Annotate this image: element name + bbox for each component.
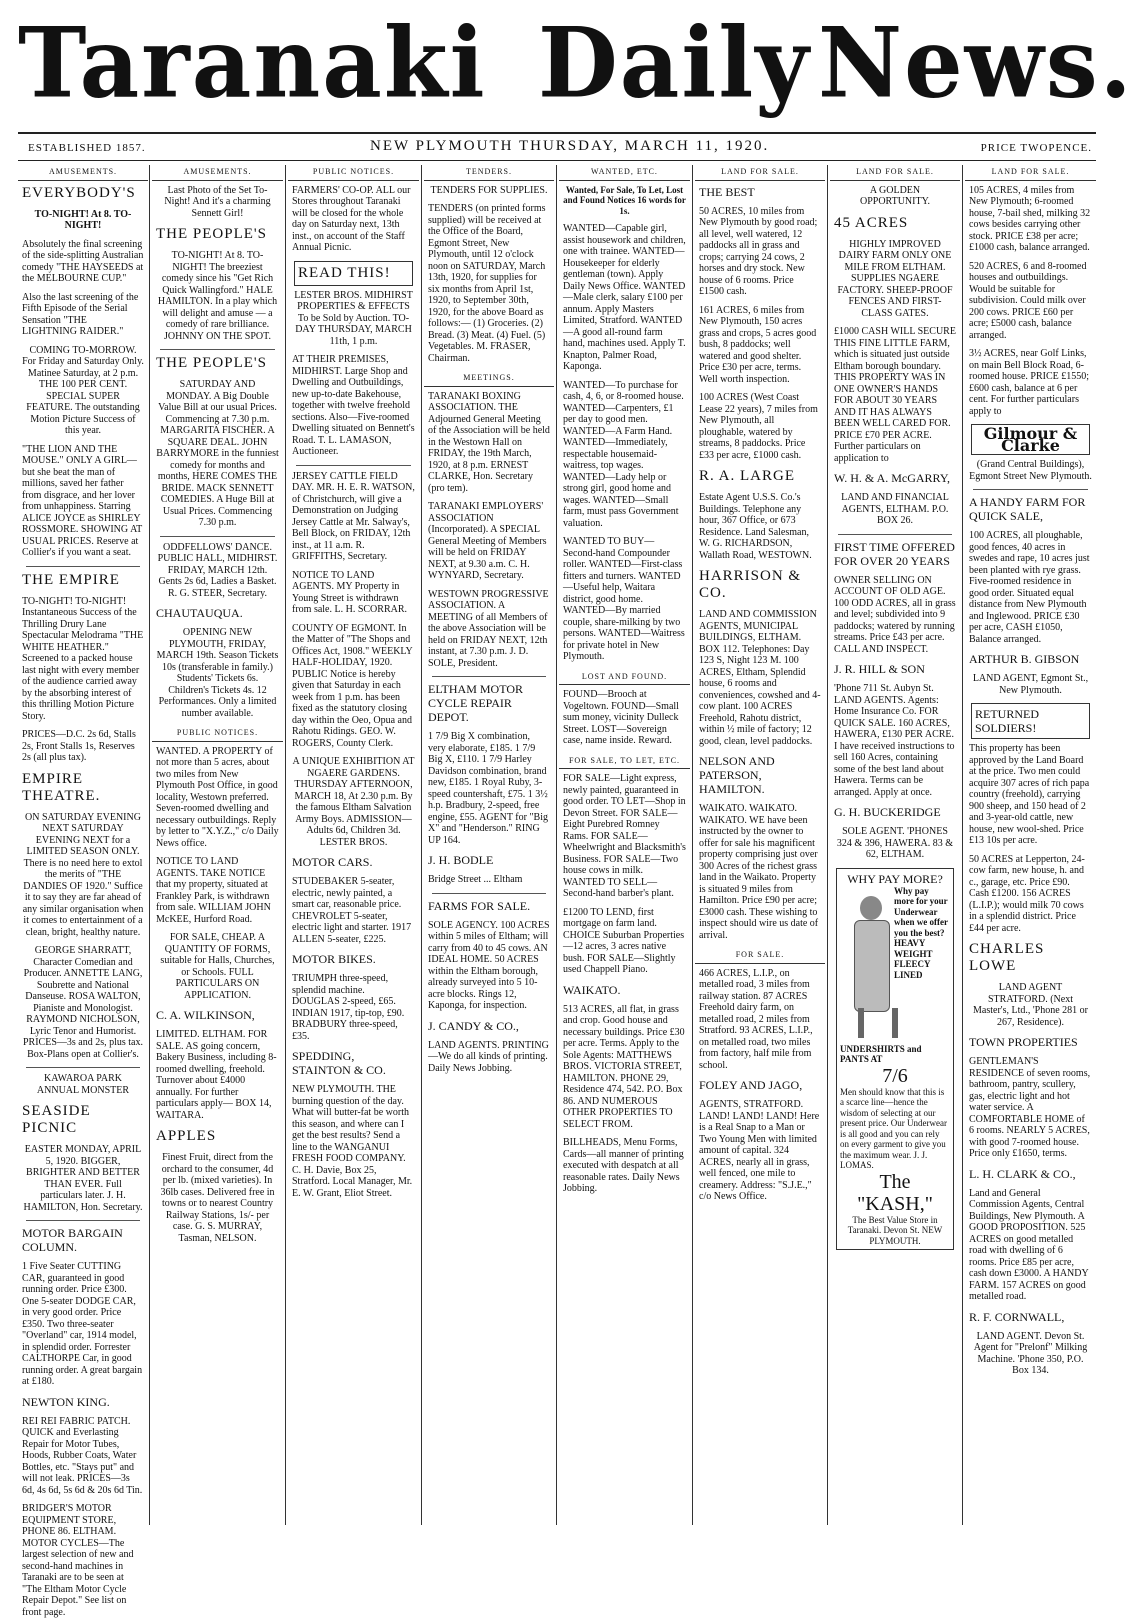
column-4 (424, 165, 554, 1527)
ad-text: 1 Five Seater CUTTING CAR, guaranteed in good running order. Price £300. One 5-seater DODGE CAR, in very good order. Price £350. Two three-seater "Overland" car, 1914 model, in splendid order. Forrester CALTHORPE Car, in good running order. A great bargain at £180. (22, 1261, 143, 1387)
divider (160, 536, 275, 537)
ad-text: 105 ACRES, 4 miles from New Plymouth; 6-roomed house, 7-bail shed, milking 32 cows besides carrying other stock. PRICE £38 per acre; £1000 cash, balance arranged. (969, 184, 1091, 253)
masthead-rule (18, 132, 1096, 134)
ad-text: 3½ ACRES, near Golf Links, on main Bell Block Road, 6-roomed house. PRICE £1550; £600 cash, balance at 6 per cent. For further particulars apply to (969, 348, 1089, 417)
ad-text: GENTLEMAN'S RESIDENCE of seven rooms, bathroom, pantry, scullery, gas, electric light and hot water service. A COMFORTABLE HOME of 6 rooms. NEARLY 5 ACRES, with good 7-roomed house. Price only £1650, terms. (969, 1056, 1091, 1159)
section-head: AMUSEMENTS. (152, 165, 283, 181)
ad-text: LAND AND COMMISSION AGENTS, MUNICIPAL BUILDINGS, ELTHAM. BOX 112. Telephones: Day 123 S, Night 123 M. 100 ACRES, Eltham, Splendid house, 6 rooms and conveniences, cowshed and 4-cow plant. 100 ACRES Freehold, Rahotu district, within ½ mile of factory; 12 good, clean, level paddocks. (699, 609, 821, 747)
column-rule (962, 165, 963, 1525)
ad-title: ARTHUR B. GIBSON (969, 652, 1080, 666)
kash-advert (836, 868, 954, 1251)
ad-text: COMING TO-MORROW. For Friday and Saturday Only. Matinee Saturday, at 2 p.m. THE 100 PER CENT. SPECIAL SUPER FEATURE. The outstanding Motion Picture Success of this year. (22, 344, 144, 436)
ad-title: NELSON AND PATERSON, HAMILTON. (699, 754, 775, 796)
ad-title: 45 ACRES (834, 214, 909, 231)
ad-text: FARMERS' CO-OP. ALL our Stores throughout Taranaki will be closed for the whole day on Saturday next, 13th inst., on account of the Staff Annual Picnic. (292, 184, 411, 253)
ad-text: The Best Value Store in Taranaki. Devon St. NEW PLYMOUTH. (847, 1214, 943, 1246)
ad-title: Gilmour & Clarke (983, 424, 1078, 455)
ad-text: PRICES—D.C. 2s 6d, Stalls 2s, Front Stalls 1s, Reserves 2s (all plus tax). (22, 729, 136, 763)
section-head: PUBLIC NOTICES. (152, 726, 283, 742)
section-head: TENDERS. (424, 165, 554, 181)
ad-title: R. F. CORNWALL, (969, 1309, 1065, 1324)
ad-title: SEASIDE PICNIC (22, 1103, 91, 1136)
ad-text: 1 7/9 Big X combination, very elaborate, £185. 1 7/9 Big X, £110. 1 7/9 Harley Davidson combination, brand new, £185. 1 Royal Ruby, 3-speed countershaft, £75. 1 3½ h.p. Bradbury, 2-speed, free engine, £55. AGENT for "Big X" and "Henderson." RING UP 164. (428, 731, 548, 846)
ad-text: LAND AND FINANCIAL AGENTS, ELTHAM. P.O. BOX 26. (841, 492, 949, 526)
masthead (18, 6, 1134, 120)
ad-text: WANTED. A PROPERTY of not more than 5 acres, about two miles from New Plymouth Post Office, in good locality, Westown preferred. Seven-roomed dwelling and necessary outbuildings. Reply by letter to "X.Y.Z.," c/o Daily News office. (156, 745, 279, 849)
section-head: WANTED, ETC. (559, 165, 690, 181)
ad-text: WANTED TO BUY—Second-hand Compounder roller. WANTED—First-class fitters and turners. WANTED—Useful help, Waitara district, good home. WANTED—By married couple, share-milking by two persons. WANTED—Waitress for private hotel in New Plymouth. (563, 536, 685, 662)
ad-text: Finest Fruit, direct from the orchard to the consumer, 4d per lb. (mixed varieties). In 36lb cases. Delivered free in towns or to nearest Country Railway Stations, 1s/- per case. G. S. MURRAY, Tasman, NELSON. (160, 1152, 275, 1244)
ad-title: R. A. LARGE (699, 468, 796, 484)
ad-title: MOTOR BARGAIN COLUMN. (22, 1226, 123, 1254)
ad-text: 513 ACRES, all flat, in grass and crop. Good house and necessary buildings. Price £30 per acre. Terms. Apply to the Sole Agents: MATTHEWS BROS. VICTORIA STREET, HAMILTON. PHONE 29, Residence 474, 542. P.O. Box 86. AND NUMEROUS OTHER PROPERTIES TO SELECT FROM. (563, 1003, 685, 1130)
column-rule (556, 165, 557, 1525)
ad-text: 466 ACRES, L.I.P., on metalled road, 3 miles from railway station. 87 ACRES Freehold dairy farm, on metalled road, 2 miles from Stratford. 93 ACRES, L.I.P., on metalled road, two miles from factory, half mile from school. (699, 967, 813, 1071)
column-rule (827, 165, 828, 1525)
ad-text: LAND AGENT, Egmont St., New Plymouth. (972, 673, 1089, 696)
ad-title: CHARLES LOWE (969, 941, 1045, 974)
ad-title: APPLES (156, 1128, 217, 1144)
masthead-taranaki: Taranaki (18, 6, 487, 120)
ad-text: £1200 TO LEND, first mortgage on farm land. CHOICE Suburban Properties—12 acres, 3 acres native bush. FOR SALE—Slightly used Chappell Piano. (563, 906, 685, 975)
man-figure-icon (840, 890, 894, 1040)
ad-text: TO-NIGHT! At 8. TO-NIGHT! (34, 208, 132, 231)
ad-title: J. CANDY & CO., (428, 1018, 519, 1033)
column-2 (152, 165, 283, 1527)
ad-text: WESTOWN PROGRESSIVE ASSOCIATION. A MEETING of all Members of the above Association will be held on FRIDAY NEXT, 12th instant, at 7.30 p.m. J. D. SOLE, President. (428, 588, 549, 669)
section-head: LAND FOR SALE. (695, 165, 825, 181)
ad-text: NOTICE TO LAND AGENTS. MY Property in Young Street is withdrawn from sale. L. H. SCORRAR. (292, 569, 407, 615)
ad-text: 161 ACRES, 6 miles from New Plymouth, 150 acres grass and crops, 5 acres good bush, 8 paddocks; well watered and good shelter. Price £30 per acre, terms. Well worth inspection. (699, 304, 817, 385)
ad-text: Land and General Commission Agents, Central Buildings, New Plymouth. A GOOD PROPOSITION. 525 ACRES on good metalled road with dwelling of 6 rooms. Price £85 per acre, cash down £3000. A HANDY FARM. 157 ACRES on good metalled road. (969, 1187, 1089, 1302)
ad-text: ODDFELLOWS' DANCE. PUBLIC HALL, MIDHIRST. FRIDAY, MARCH 12th. Gents 2s 6d, Ladies a Basket. R. G. STEER, Secretary. (157, 541, 278, 599)
divider (26, 1067, 140, 1068)
ad-text: Why pay more for your Underwear when we offer you the best? HEAVY WEIGHT FLEECY LINED UNDERSHIRTS and PANTS AT (840, 885, 948, 1064)
ad-title: FIRST TIME OFFERED FOR OVER 20 YEARS (834, 539, 955, 568)
ad-title: NEWTON KING. (22, 1394, 110, 1409)
divider (432, 676, 546, 677)
ad-text: (Grand Central Buildings), Egmont Street New Plymouth. (969, 459, 1092, 482)
dateline: NEW PLYMOUTH THURSDAY, MARCH 11, 1920. (370, 138, 770, 154)
ad-text: Men should know that this is a scarce line—hence the wisdom of selecting at our present price. Our Underwear is all good and you can rely on every garment to give you the maximum wear. J. J. LOMAS. (840, 1086, 947, 1170)
section-head: LAND FOR SALE. (830, 165, 960, 181)
ad-text: TRIUMPH three-speed, splendid machine. DOUGLAS 2-speed, £65. INDIAN 1917, tip-top, £90. BRADBURY three-speed, £35. (292, 973, 405, 1042)
header-rule (18, 160, 1096, 161)
ad-title: FOLEY AND JAGO, (699, 1078, 803, 1092)
ad-title: TOWN PROPERTIES (969, 1035, 1078, 1049)
price: PRICE TWOPENCE. (980, 142, 1092, 154)
column-rule (421, 165, 422, 1525)
ad-text: REI REI FABRIC PATCH. QUICK and Everlasting Repair for Motor Tubes, Hoods, Rubber Coats, Water Bottles, etc. "Stays put" and will not leak. PRICES—3s 6d, 4s 6d, 5s 6d & 20s 6d Tin. (22, 1415, 143, 1496)
ad-title: THE PEOPLE'S (156, 226, 267, 242)
column-3 (288, 165, 419, 1527)
ad-text: SOLE AGENCY. 100 ACRES within 5 miles of Eltham; will carry from 40 to 45 cows. AN IDEAL HOME. 50 ACRES within the Eltham borough, already surveyed into 5 10-acre blocks. Rings 12, Kaponga, for inspection. (428, 919, 550, 1011)
ad-text: OWNER SELLING ON ACCOUNT OF OLD AGE. 100 ODD ACRES, all in grass and level; subdivided into 9 paddocks; watered by running streams. Price £43 per acre. CALL AND INSPECT. (834, 574, 956, 655)
ad-title: MOTOR BIKES. (292, 952, 376, 966)
ad-text: ON SATURDAY EVENING NEXT SATURDAY EVENING NEXT for a LIMITED SEASON ONLY. There is no need here to extol the merits of "THE DANDIES OF 1920." Suffice it to say they are far ahead of any similar organisation when it comes to entertainment of a clean, bright, healthy nature. (22, 811, 144, 938)
divider (838, 534, 952, 535)
ad-text: BRIDGER'S MOTOR EQUIPMENT STORE, PHONE 86. ELTHAM. MOTOR CYCLES—The largest selection of new and second-hand machines in Taranaki are to be seen at "The Eltham Motor Cycle Repair Depot." See list on front page. (22, 1503, 134, 1618)
ad-title: G. H. BUCKERIDGE (834, 805, 941, 819)
ad-text: TENDERS (on printed forms supplied) will be received at the Office of the Board, Egmont Street, New Plymouth, until 12 o'clock noon on SATURDAY, March 13th, 1920, for supplies for six months from April 1st, 1920, to September 30th, 1920, for the above Board as follows:— (1) Groceries. (2) Bread. (3) Meat. (4) Fuel. (5) Vegetables. M. FRASER, Chairman. (428, 203, 546, 364)
ad-title: RETURNED SOLDIERS! (975, 707, 1039, 735)
ad-text: STUDEBAKER 5-seater, electric, newly painted, a smart car, reasonable price. CHEVROLET 5-seater, electric light and starter. 1917 ALLEN 5-seater, £225. (292, 876, 412, 945)
divider (160, 349, 275, 350)
section-head: LOST AND FOUND. (559, 670, 690, 686)
ad-text: SATURDAY AND MONDAY. A Big Double Value Bill at our usual Prices. Commencing at 7.30 p.m. MARGARITA FISCHER. A SQUARE DEAL. JOHN BARRYMORE in the funniest comedy for months and months, HERE COMES THE BRIDE. MACK SENNETT COMEDIES. A Huge Bill at Usual Prices. Commencing 7.30 p.m. (156, 379, 279, 528)
ad-text: A UNIQUE EXHIBITION AT NGAERE GARDENS. THURSDAY AFTERNOON, MARCH 18, At 2.30 p.m. By the famous Eltham Salvation Army Boys. ADMISSION—Adults 6d, Children 3d. LESTER BROS. (292, 756, 415, 848)
divider (26, 1220, 140, 1221)
ad-title: The "KASH," (857, 1170, 933, 1215)
column-6 (695, 165, 825, 1527)
ad-title: READ THIS! (298, 264, 391, 281)
ad-title: FARMS FOR SALE. (428, 898, 531, 913)
section-head: MEETINGS. (424, 371, 554, 387)
ad-text: Absolutely the final screening of the side-splitting Australian comedy "THE HAYSEEDS at the MELBOURNE CUP." (22, 238, 144, 284)
column-5 (559, 165, 690, 1527)
ad-title: HARRISON & CO. (699, 568, 802, 601)
ad-text: TO-NIGHT! At 8. TO-NIGHT! The breeziest comedy since his "Get Rich Quick Wallingford." HALE HAMILTON. In a play which will delight and amuse — a comedy of rare brilliance. JOHNNY ON THE SPOT. (157, 250, 278, 342)
ad-text: KAWAROA PARK ANNUAL MONSTER (36, 1073, 130, 1096)
ad-text: FOR SALE—Light express, newly painted, guaranteed in good order. TO LET—Shop in Devon Street. FOR SALE—Eight Purebred Romney Rams. FOR SALE—Wheelwright and Blacksmith's Business. FOR SALE—Two house cows in milk. WANTED TO SELL—Second-hand barber's plant. (563, 773, 686, 899)
ad-text: TO-NIGHT! TO-NIGHT! Instantaneous Success of the Thrilling Drury Lane Spectacular Melodrama "THE WHITE HEATHER." Screened to a packed house last night with every member of the audience carried away by the absorbing interest of this thrilling Motion Picture Story. (22, 595, 144, 722)
ad-title: MOTOR CARS. (292, 855, 373, 869)
ad-title: EVERYBODY'S (22, 184, 136, 201)
section-head: FOR SALE. (695, 948, 825, 964)
ad-text: FOR SALE, CHEAP. A QUANTITY OF FORMS, suitable for Halls, Churches, or Schools. FULL PARTICULARS ON APPLICATION. (160, 932, 275, 1001)
ad-text: Bridge Street ... Eltham (428, 874, 523, 885)
ad-text: LESTER BROS. MIDHIRST PROPERTIES & EFFECTS To be Sold by Auction. TO-DAY THURSDAY, MARCH 11th, 1 p.m. (294, 289, 413, 347)
ad-text: SOLE AGENT. 'PHONES 324 & 396, HAWERA. 83 & 62, ELTHAM. (836, 826, 954, 860)
ad-title: W. H. & A. McGARRY, (834, 471, 951, 485)
ad-text: LAND AGENT STRATFORD. (Next Master's, Ltd., 'Phone 281 or 267, Residence). (973, 982, 1088, 1028)
column-1 (18, 165, 148, 1618)
ad-text: WANTED—To purchase for cash, 4, 6, or 8-roomed house. WANTED—Carpenters, £1 per day to good men. WANTED—A Farm Hand. WANTED—Immediately, respectable housemaid-waitress, top wages. WANTED—Lady help or strong girl, good home and wages. WANTED—Small farm, must pass Government valuation. (563, 379, 684, 529)
established: ESTABLISHED 1857. (28, 142, 146, 154)
ad-title: WAIKATO. (563, 982, 621, 997)
ad-text: Also the last screening of the Fifth Episode of the Serial Sensation "THE LIGHTNING RAIDER." (22, 291, 139, 337)
section-head: FOR SALE, TO LET, ETC. (559, 754, 690, 770)
ad-text: WAIKATO. WAIKATO. WAIKATO. WE have been instructed by the owner to offer for sale his magnificent property comprising just over 300 Acres of the richest grass land in the Waikato. Property is situated 9 miles from Hamilton. Price £90 per acre; £3000 cash. These wishing to inspect should wire us date of arrival. (699, 803, 819, 941)
ad-text: Last Photo of the Set To-Night! And it's a charming Sennett Girl! (164, 184, 271, 219)
ad-text: JERSEY CATTLE FIELD DAY. MR. H. E. R. WATSON, of Christchurch, will give a Demonstration on Judging Jersey Cattle at Mr. Salway's, Bell Block, on FRIDAY, 12th inst., at 11 a.m. R. GRIFFITHS, Secretary. (292, 470, 415, 562)
ad-title: THE BEST (699, 184, 755, 199)
ad-text: 50 ACRES at Lepperton, 24-cow farm, new house, h. and c., garage, etc. Price £90. Cash £1200. 156 ACRES (L.I.P.); would milk 70 cows in a splendid district. Price £44 per acre. (969, 853, 1085, 934)
masthead-daily: Daily (538, 6, 811, 120)
ad-text: AT THEIR PREMISES, MIDHIRST. Large Shop and Dwelling and Outbuildings, new up-to-date Bakehouse, together with twelve freehold sections. Also—Five-roomed Dwelling situated on Bennett's Road. T. L. LAMASON, Auctioneer. (292, 354, 415, 457)
section-head: LAND FOR SALE. (965, 165, 1096, 181)
ad-title: EMPIRE THEATRE. (22, 770, 101, 804)
ad-text: 100 ACRES (West Coast Lease 22 years), 7 miles from New Plymouth, all ploughable, watered by streams, 8 paddocks. Price £33 per acre, £1000 cash. (699, 392, 818, 461)
ad-text: A GOLDEN OPPORTUNITY. (859, 184, 931, 207)
ad-title: CHAUTAUQUA. (156, 606, 243, 620)
ad-text: 520 ACRES, 6 and 8-roomed houses and outbuildings. Would be suitable for subdivision. Could milk over 200 cows. PRICE £60 per acre; £5000 cash, balance arranged. (969, 260, 1087, 341)
ad-text: GEORGE SHARRATT, Character Comedian and Producer. ANNETTE LANG, Soubrette and National Danseuse. ROSA WALTON, Pianiste and Monologist. RAYMOND NICHOLSON, Lyric Tenor and Humorist. PRICES—3s and 2s, plus tax. Box-Plans open at Collier's. (22, 945, 143, 1060)
ad-text: EASTER MONDAY, APRIL 5, 1920. BIGGER, BRIGHTER AND BETTER THAN EVER. Full particulars later. J. H. HAMILTON, Hon. Secretary. (23, 1144, 143, 1213)
ad-text: Estate Agent U.S.S. Co.'s Buildings. Telephone any hour, 367 Office, or 673 Residence. Land Salesman, W. G. RICHARDSON, Wallath Road, WESTOWN. (699, 492, 812, 561)
column-rule (149, 165, 150, 1525)
ad-text: "THE LION AND THE MOUSE." ONLY A GIRL—but she beat the man of millions, saved her father from disgrace, and her lover from unhappiness. Starring ALICE JOYCE as SHIRLEY ROSSMORE. SHOWING AT USUAL PRICES. Reserve at Collier's if you want a seat. (22, 443, 143, 558)
ad-text: OPENING NEW PLYMOUTH, FRIDAY, MARCH 19th. Season Tickets 10s (transferable in family.) Students' Tickets 6s. Children's Tickets 4s. 12 Performances. Only a limited number available. (156, 627, 279, 719)
ad-title: WHY PAY MORE? (847, 871, 943, 886)
ad-text: LAND AGENTS. PRINTING—We do all kinds of printing. Daily News Jobbing. (428, 1039, 549, 1074)
ad-text: 100 ACRES, all ploughable, good fences, 40 acres in swedes and rape, 10 acres just been planted with rye grass. Five-roomed residence in good order. Situated equal distance from New Plymouth and Inglewood. PRICE £30 per acre, CASH £1050, Balance arranged. (969, 530, 1090, 645)
ad-text: LIMITED. ELTHAM. FOR SALE. AS going concern, Bakery Business, including 8-roomed dwelling, freehold. Turnover about £4000 annually. For further particulars apply— BOX 14, WAITARA. (156, 1029, 277, 1121)
column-rule (692, 165, 693, 1525)
ad-text: £1000 CASH WILL SECURE THIS FINE LITTLE FARM, which is situated just outside Eltham borough boundary. THIS PROPERTY WAS IN ONE OWNER'S HANDS FOR ABOUT 30 YEARS AND IT HAS ALWAYS BEEN WELL CARED FOR. PRICE £70 PER ACRE. Further particulars on application to (834, 326, 956, 464)
ad-title: TENDERS FOR SUPPLIES. (430, 184, 548, 196)
divider (432, 893, 546, 894)
section-head: PUBLIC NOTICES. (288, 165, 419, 181)
ad-text: Wanted, For Sale, To Let, Lost and Found Notices 16 words for 1s. (563, 184, 686, 216)
ad-title: THE EMPIRE (22, 571, 120, 588)
ad-text: FOUND—Brooch at Vogeltown. FOUND—Small sum money, vicinity Dulleck Street. LOST—Sovereign case, name inside. Reward. (563, 689, 679, 746)
ad-text: 'Phone 711 St. Aubyn St. LAND AGENTS. Agents: Home Insurance Co. FOR QUICK SALE. 160 ACRES, HAWERA, £130 PER ACRE. I have received instructions to sell 160 Acres, containing some of the best land about Hawera. Terms can be arranged. Apply at once. (834, 683, 955, 798)
ad-text: NOTICE TO LAND AGENTS. TAKE NOTICE that my property, situated at Frankley Park, is withdrawn from sale. WILLIAM JOHN McKEE, Hurford Road. (156, 856, 271, 925)
ad-text: COUNTY OF EGMONT. In the Matter of "The Shops and Offices Act, 1908." WEEKLY HALF-HOLIDAY, 1920. PUBLIC Notice is hereby given that Saturday in each week from 1 p.m. has been fixed as the statutory closing day within the Oeo, Opua and Rahotu Ridings. GEO. W. ROGERS, County Clerk. (292, 622, 413, 749)
ad-text: WANTED—Capable girl, assist housework and children, one with trainee. WANTED—Housekeeper for elderly gentleman (town). Apply Daily News Office. WANTED—Male clerk, salary £100 per annum. Apply Masters Limited, Stratford. WANTED—A good all-round farm hand, machines used. Apply T. Knapton, Palmer Road, Kaponga. (563, 223, 686, 372)
ad-title: ELTHAM MOTOR CYCLE REPAIR DEPOT. (428, 682, 524, 724)
ad-text: 50 ACRES, 10 miles from New Plymouth by good road; all level, well watered, 12 paddocks all in grass and crops; carrying 24 cows, 2 horses and dry stock. New house of 6 rooms. Price £1500 cash. (699, 205, 818, 297)
ad-text: This property has been approved by the Land Board at the price. Two men could acquire 307 acres of rich papa country (freehold), carrying 900 sheep, and 150 head of 2 and 3-year-old cattle, new house, new wool-shed. Price £13 10s per acre. (969, 743, 1090, 846)
ad-price: 7/6 (882, 1064, 908, 1087)
ad-text: AGENTS, STRATFORD. LAND! LAND! LAND! Here is a Real Snap to a Man or Two Young Men with limited amount of capital. 324 ACRES, nearly all in grass, well fenced, one mile to creamery. Address: "S.J.E.," c/o News Office. (699, 1099, 820, 1202)
column-rule (285, 165, 286, 1525)
divider (296, 465, 411, 466)
ad-title: C. A. WILKINSON, (156, 1008, 255, 1022)
ad-text: BILLHEADS, Menu Forms, Cards—all manner of printing executed with despatch at all reasonable rates. Daily News Jobbing. (563, 1137, 684, 1194)
ad-text: NEW PLYMOUTH. THE burning question of the day. What will butter-fat be worth this season, and where can I get the best results? Send a line to the WANGANUI FRESH FOOD COMPANY. C. H. Davie, Box 25, Stratford. Local Manager, Mr. E. W. Grant, Eliot Street. (292, 1084, 413, 1199)
ad-title: SPEDDING, STAINTON & CO. (292, 1049, 386, 1077)
masthead-news: News. (818, 6, 1134, 120)
ad-text: LAND AGENT. Devon St. Agent for "Prelonf" Milking Machine. 'Phone 350, P.O. Box 134. (973, 1330, 1088, 1376)
ad-title: J. R. HILL & SON (834, 662, 925, 676)
column-7 (830, 165, 960, 1527)
ad-title: THE PEOPLE'S (156, 355, 267, 371)
divider (26, 566, 140, 567)
section-head: AMUSEMENTS. (18, 165, 148, 181)
ad-title: J. H. BODLE (428, 853, 494, 867)
ad-title: L. H. CLARK & CO., (969, 1166, 1076, 1181)
ad-text: TARANAKI BOXING ASSOCIATION. THE Adjourned General Meeting of the Association will be held in the Westown Hall on FRIDAY, the 19th March, 1920, at 8 p.m. ERNEST CLARKE, Hon. Secretary (pro tem). (428, 390, 550, 494)
ad-text: TARANAKI EMPLOYERS' ASSOCIATION (Incorporated). A SPECIAL General Meeting of Members will be held on FRIDAY NEXT, at 9.30 a.m. C. H. WYNYARD, Secretary. (428, 501, 547, 581)
ad-text: HIGHLY IMPROVED DAIRY FARM ONLY ONE MILE FROM ELTHAM. SUPPLIES NGAERE FACTORY. SHEEP-PROOF FENCES AND FIRST-CLASS GATES. (837, 238, 953, 319)
divider (973, 489, 1088, 490)
ad-title: A HANDY FARM FOR QUICK SALE, (969, 495, 1086, 523)
column-8 (965, 165, 1096, 1527)
